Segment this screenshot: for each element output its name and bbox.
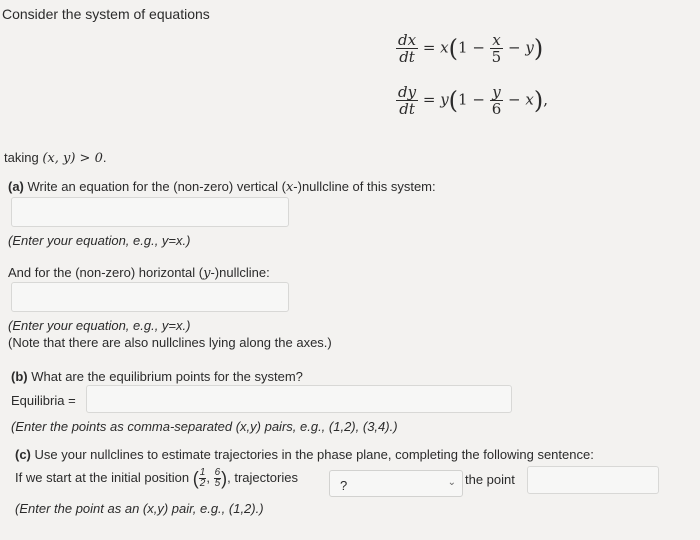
equilibria-label: Equilibria = bbox=[11, 393, 76, 408]
part-a-question: (a) Write an equation for the (non-zero) vertical (x-)nullcline of this system: bbox=[8, 179, 436, 195]
domain-condition: taking (x, y) > 0. bbox=[4, 150, 107, 166]
intro-text: Consider the system of equations bbox=[2, 6, 210, 22]
chevron-down-icon: ⌄ bbox=[447, 477, 456, 488]
part-c-hint: (Enter the point as an (x,y) pair, e.g., (1,2).) bbox=[15, 501, 264, 516]
equation-dx-dt: $\frac{dx}{dt}$ = x(1 − $\frac{x}{5}$ − y) bbox=[398, 31, 544, 66]
target-point-input[interactable] bbox=[527, 466, 659, 494]
trajectory-direction-select[interactable] bbox=[329, 470, 463, 497]
horizontal-nullcline-label: And for the (non-zero) horizontal (y-)nullcline: bbox=[8, 265, 270, 281]
part-b-question: (b) What are the equilibrium points for the system? bbox=[11, 369, 303, 384]
part-c-question: (c) Use your nullclines to estimate trajectories in the phase plane, completing the following sentence: bbox=[15, 447, 594, 462]
part-c-sentence: If we start at the initial position ( $\frac{1}{2}$ , $\frac{6}{5}$ ), trajectories bbox=[15, 467, 298, 489]
part-b-hint: (Enter the points as comma-separated (x,y) pairs, e.g., (1,2), (3,4).) bbox=[11, 419, 398, 434]
horizontal-nullcline-input[interactable] bbox=[11, 282, 289, 312]
part-a-hint-2: (Enter your equation, e.g., y=x.) bbox=[8, 318, 191, 333]
equilibria-input[interactable] bbox=[86, 385, 512, 413]
the-point-label: the point bbox=[465, 472, 515, 487]
part-a-hint: (Enter your equation, e.g., y=x.) bbox=[8, 233, 191, 248]
axes-nullcline-note: (Note that there are also nullclines lying along the axes.) bbox=[8, 335, 332, 350]
equation-dy-dt: $\frac{dy}{dt}$ = y(1 − $\frac{y}{6}$ − x), bbox=[398, 83, 548, 118]
vertical-nullcline-input[interactable] bbox=[11, 197, 289, 227]
select-value: ? bbox=[340, 478, 348, 493]
